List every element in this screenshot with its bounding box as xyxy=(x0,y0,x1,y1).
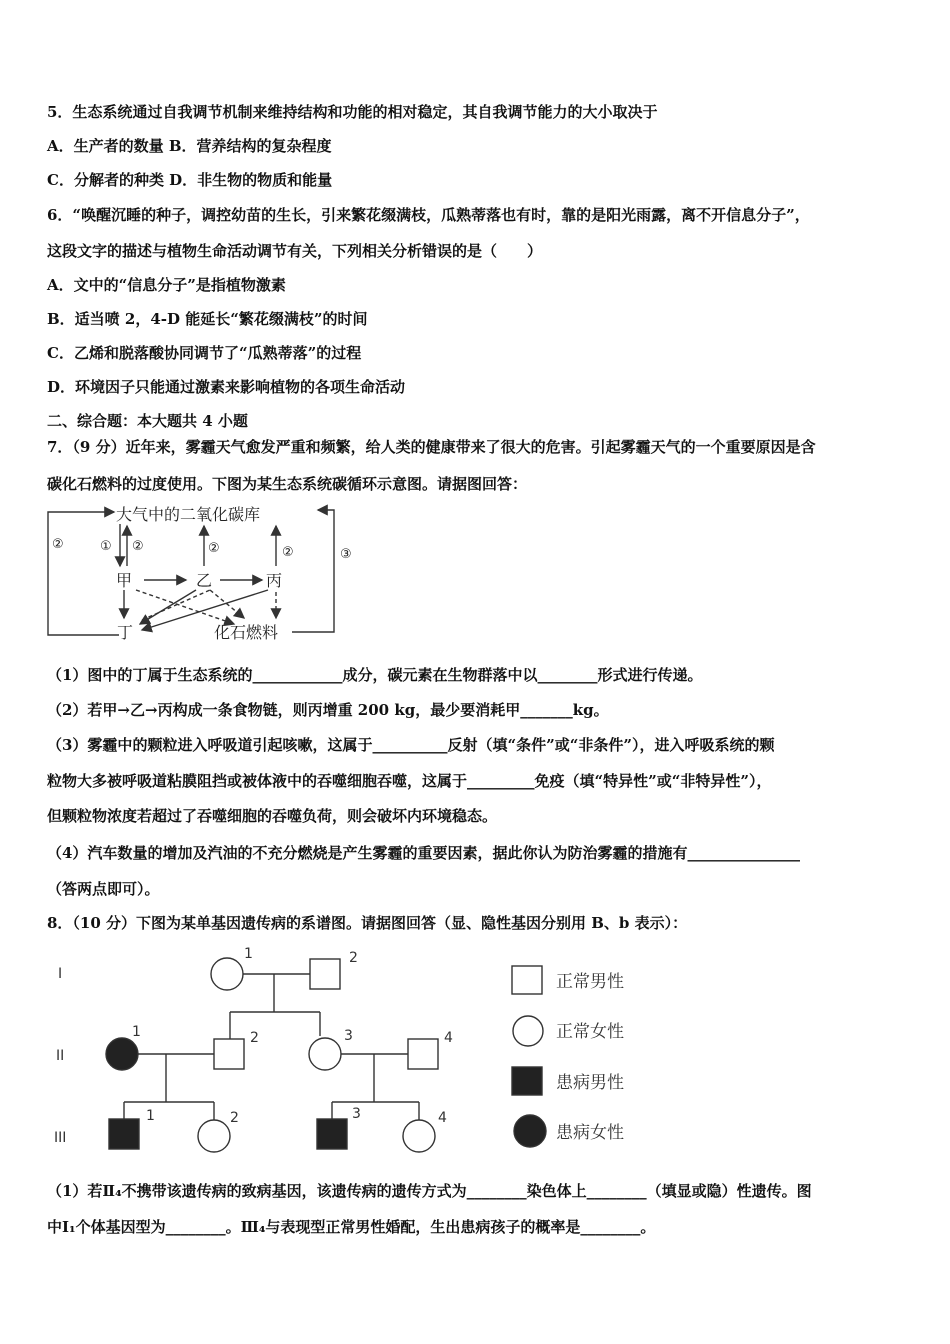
q7-part4-line2: （答两点即可）。 xyxy=(47,880,160,898)
q6-option-b: B．适当喷 2，4-D 能延长“繁花缀满枝”的时间 xyxy=(47,310,368,328)
legend-affected-male-symbol xyxy=(512,1067,542,1095)
pedigree-II2 xyxy=(214,1039,244,1069)
pedigree-num-I2: 2 xyxy=(349,950,358,966)
q6-stem-line2: 这段文字的描述与植物生命活动调节有关，下列相关分析错误的是（ ） xyxy=(47,242,543,260)
q5-options-ab: A．生产者的数量 B．营养结构的复杂程度 xyxy=(47,137,332,155)
pedigree-I1 xyxy=(211,958,243,990)
diagram-node-jia: 甲 xyxy=(116,571,133,590)
pedigree-III2 xyxy=(198,1120,230,1152)
q8-part1-line2: 中Ⅰ₁个体基因型为________。Ⅲ₄与表现型正常男性婚配，生出患病孩子的概率是________。 xyxy=(47,1218,656,1236)
pedigree-II3 xyxy=(309,1038,341,1070)
pedigree-num-II4: 4 xyxy=(444,1030,453,1046)
q7-part3-line3: 但颗粒物浓度若超过了吞噬细胞的吞噬负荷，则会破坏内环境稳态。 xyxy=(47,807,498,825)
q6-option-c: C．乙烯和脱落酸协同调节了“瓜熟蒂落”的过程 xyxy=(47,344,362,362)
section-heading: 二、综合题：本大题共 4 小题 xyxy=(47,412,248,430)
q7-part3-line1: （3）雾霾中的颗粒进入呼吸道引起咳嗽，这属于__________反射（填“条件”或“非条件”），进入呼吸系统的颗 xyxy=(47,736,775,754)
diagram-label-2-yi: ② xyxy=(208,541,220,556)
diagram-node-bing: 丙 xyxy=(266,571,283,590)
q6-stem-line1: 6．“唤醒沉睡的种子，调控幼苗的生长，引来繁花缀满枝，瓜熟蒂落也有时，靠的是阳光雨露，离不开信息分子”， xyxy=(47,206,810,224)
pedigree-num-II1: 1 xyxy=(132,1024,141,1040)
legend-affected-female: 患病女性 xyxy=(556,1123,624,1143)
legend-normal-female-symbol xyxy=(513,1016,543,1046)
diagram-label-3: ③ xyxy=(340,547,352,562)
q7-part3-line2: 粒物大多被呼吸道粘膜阻挡或被体液中的吞噬细胞吞噬，这属于_________免疫（填“特异性”或“非特异性”）， xyxy=(47,772,772,790)
diagram-node-fossil-fuel: 化石燃料 xyxy=(214,623,279,642)
q7-part1: （1）图中的丁属于生态系统的____________成分，碳元素在生物群落中以________形式进行传递。 xyxy=(47,666,703,684)
legend-normal-male: 正常男性 xyxy=(556,972,624,992)
legend-affected-male: 患病男性 xyxy=(556,1073,624,1093)
diagram-label-2-bing: ② xyxy=(282,545,294,560)
pedigree-gen-III: III xyxy=(54,1130,67,1146)
pedigree-III3 xyxy=(317,1119,347,1149)
pedigree-num-III3: 3 xyxy=(352,1106,361,1122)
q8-part1-line1: （1）若Ⅱ₄不携带该遗传病的致病基因，该遗传病的遗传方式为________染色体上________（填显或隐）性遗传。图 xyxy=(47,1182,812,1200)
q5-stem: 5．生态系统通过自我调节机制来维持结构和功能的相对稳定，其自我调节能力的大小取决于 xyxy=(47,103,658,121)
diagram-label-2-jia: ② xyxy=(132,539,144,554)
pedigree-gen-I: I xyxy=(58,966,63,982)
pedigree-num-II3: 3 xyxy=(344,1028,353,1044)
pedigree-chart xyxy=(44,944,654,1164)
diagram-node-yi: 乙 xyxy=(196,571,213,590)
pedigree-num-III4: 4 xyxy=(438,1110,447,1126)
pedigree-gen-II: II xyxy=(56,1048,65,1064)
pedigree-num-III1: 1 xyxy=(146,1108,155,1124)
pedigree-num-III2: 2 xyxy=(230,1110,239,1126)
pedigree-num-II2: 2 xyxy=(250,1030,259,1046)
pedigree-I2 xyxy=(310,959,340,989)
pedigree-II4 xyxy=(408,1039,438,1069)
legend-affected-female-symbol xyxy=(514,1115,546,1147)
q7-part4-line1: （4）汽车数量的增加及汽油的不充分燃烧是产生雾霾的重要因素，据此你认为防治雾霾的措施有_______________ xyxy=(47,844,800,862)
legend-normal-male-symbol xyxy=(512,966,542,994)
pedigree-III1 xyxy=(109,1119,139,1149)
q7-stem-line1: 7．（9 分）近年来，雾霾天气愈发严重和频繁，给人类的健康带来了很大的危害。引起雾霾天气的一个重要原因是含 xyxy=(47,438,816,456)
q6-option-d: D．环境因子只能通过激素来影响植物的各项生命活动 xyxy=(47,378,406,396)
pedigree-num-I1: 1 xyxy=(244,946,253,962)
q7-stem-line2: 碳化石燃料的过度使用。下图为某生态系统碳循环示意图。请据图回答： xyxy=(47,475,528,493)
pedigree-II1 xyxy=(106,1038,138,1070)
legend-normal-female: 正常女性 xyxy=(556,1022,624,1042)
carbon-cycle-diagram xyxy=(44,500,374,650)
q5-options-cd: C．分解者的种类 D．非生物的物质和能量 xyxy=(47,171,333,189)
diagram-label-2-left: ② xyxy=(52,537,64,552)
diagram-co2-reservoir: 大气中的二氧化碳库 xyxy=(116,505,261,524)
diagram-node-ding: 丁 xyxy=(117,623,134,642)
pedigree-III4 xyxy=(403,1120,435,1152)
q7-part2: （2）若甲→乙→丙构成一条食物链，则丙增重 200 kg，最少要消耗甲_______kg。 xyxy=(47,701,609,719)
q6-option-a: A．文中的“信息分子”是指植物激素 xyxy=(47,276,286,294)
q8-stem: 8．（10 分）下图为某单基因遗传病的系谱图。请据图回答（显、隐性基因分别用 B、b 表示）： xyxy=(47,914,688,932)
diagram-label-1: ① xyxy=(100,539,112,554)
